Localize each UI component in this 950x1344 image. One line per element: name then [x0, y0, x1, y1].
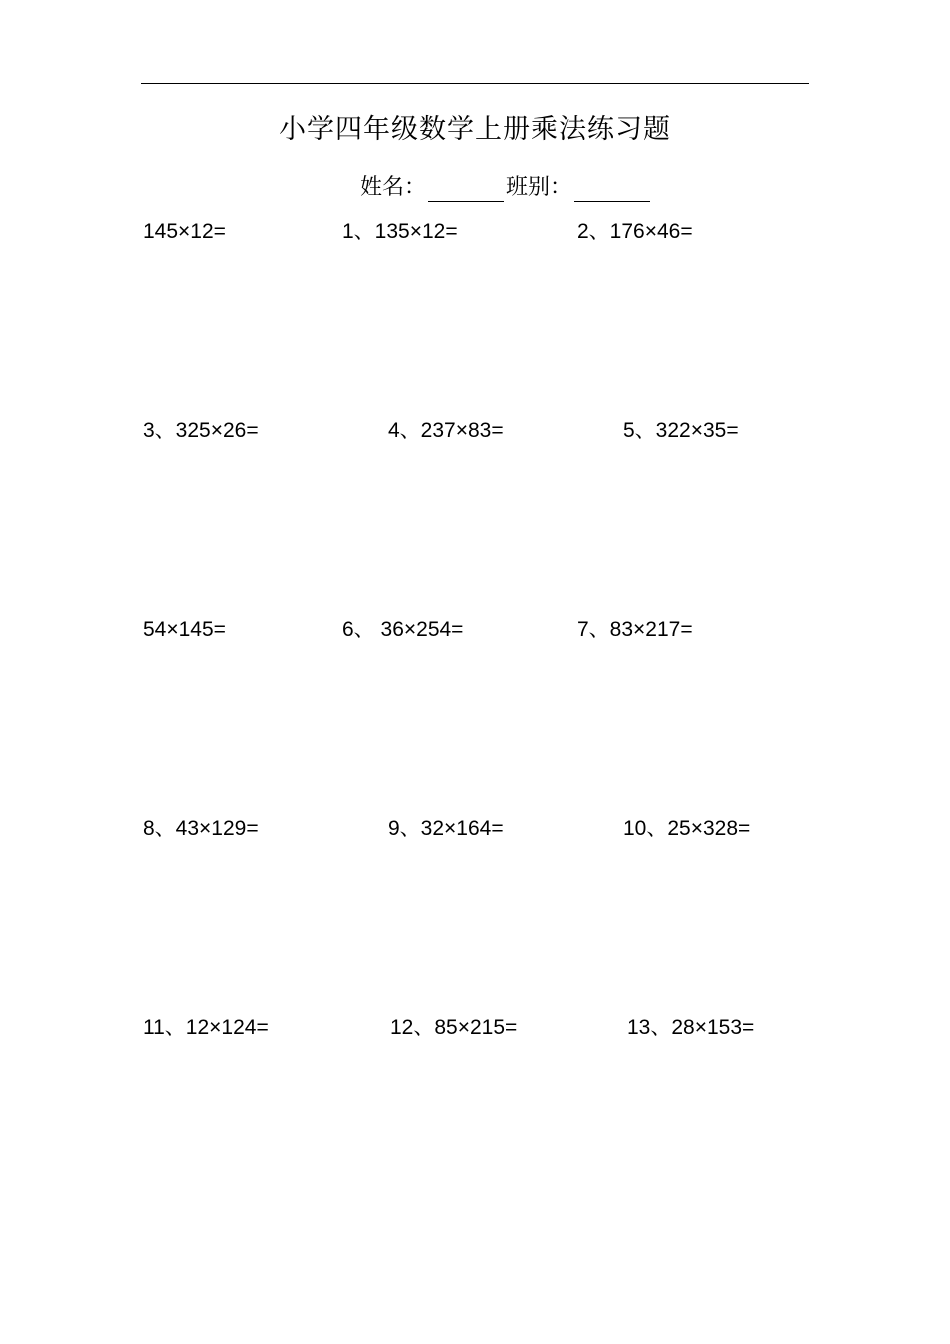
worksheet-title: 小学四年级数学上册乘法练习题 — [279, 114, 671, 145]
header-rule — [141, 83, 809, 84]
problem-item: 10、25×328= — [623, 817, 751, 840]
problem-item: 1、135×12= — [342, 220, 458, 243]
class-blank-line[interactable] — [574, 200, 650, 202]
problem-item: 4、237×83= — [388, 419, 504, 442]
problem-item: 9、32×164= — [388, 817, 504, 840]
problem-item: 3、325×26= — [143, 419, 259, 442]
problem-item: 145×12= — [143, 220, 226, 243]
name-label: 姓名： — [360, 175, 427, 200]
problem-item: 11、12×124= — [143, 1016, 269, 1039]
problem-item: 8、43×129= — [143, 817, 259, 840]
problem-item: 54×145= — [143, 618, 226, 641]
problem-item: 5、322×35= — [623, 419, 739, 442]
problem-item: 2、176×46= — [577, 220, 693, 243]
problem-item: 7、83×217= — [577, 618, 693, 641]
problem-item: 6、 36×254= — [342, 618, 464, 641]
problem-item: 12、85×215= — [390, 1016, 518, 1039]
name-blank-line[interactable] — [428, 200, 504, 202]
class-label: 班别： — [506, 175, 573, 200]
student-info-row — [360, 166, 650, 204]
problem-item: 13、28×153= — [627, 1016, 755, 1039]
